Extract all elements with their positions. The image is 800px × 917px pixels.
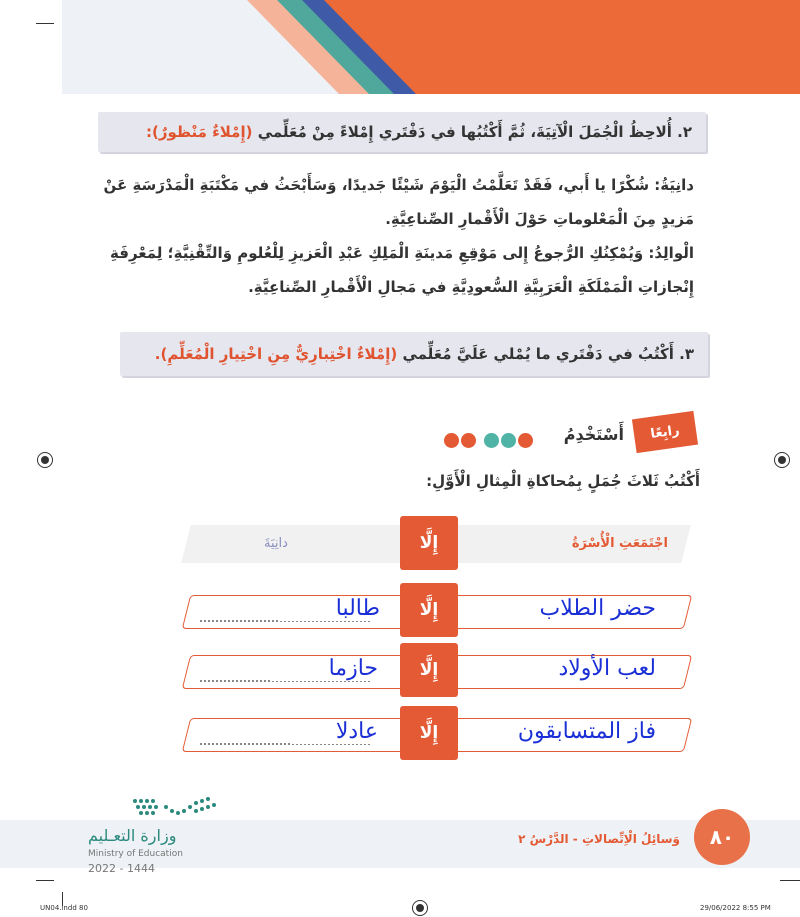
registration-mark-icon <box>37 452 53 468</box>
dot-icon <box>484 433 499 448</box>
section-3-instruction: ٣. أَكْتُبُ في دَفْتَري ما يُمْلي عَلَيَّ مُعَلِّمي <box>402 345 694 363</box>
example-right-text: دانِيَةَ <box>264 536 288 551</box>
section-3-instruction-bar <box>120 332 708 376</box>
registration-mark-icon <box>774 452 790 468</box>
ministry-name-english: Ministry of Education <box>88 849 183 859</box>
section-2-highlight: (إِمْلاءٌ مَنْظورٌ): <box>145 123 253 141</box>
illa-box: إِلَّا <box>400 583 458 637</box>
handwritten-answer: طالبا <box>280 596 380 621</box>
handwritten-answer: فاز المتسابقون <box>517 719 656 744</box>
section-title: أَسْتَخْدِمُ <box>563 425 624 444</box>
example-left-text: اجْتَمَعَتِ الْأُسْرَةُ <box>571 536 668 551</box>
edition-year: 2022 - 1444 <box>88 862 155 875</box>
section-4-instruction: أَكْتُبُ ثَلاثَ جُمَلٍ بِمُحاكاةِ الْمِثالِ الْأَوَّلِ: <box>426 472 700 490</box>
registration-mark-icon <box>412 900 428 916</box>
paragraph-line: دانِيَةُ: شُكْرًا يا أَبي، فَقَدْ تَعَلَّمْتُ الْيَوْمَ شَيْئًا جَديدًا، وَسَأَبْحَثُ في مَكْتَبَةِ الْمَدْرَسَةِ عَنْ <box>103 176 694 194</box>
handwritten-answer: حازما <box>270 656 378 681</box>
handwritten-answer: عادلا <box>290 719 378 744</box>
crop-mark <box>36 880 54 881</box>
dot-icon <box>461 433 476 448</box>
file-slug: UN04.indd 80 <box>40 904 88 912</box>
section-2-instruction-bar <box>98 112 706 152</box>
illa-box: إِلَّا <box>400 706 458 760</box>
page-header-decoration <box>62 0 800 94</box>
lesson-title: وَسائِلُ الْاِتِّصالاتِ - الدَّرْسُ ٢ <box>518 832 680 846</box>
paragraph-line: الْوالِدُ: وَيُمْكِنُكِ الرُّجوعُ إِلى مَوْقِعِ مَدينَةِ الْمَلِكِ عَبْدِ الْعَزيزِ لِلْعُلومِ وَالتِّقْنِيَّةِ؛ لِمَعْرِفَةِ <box>110 244 694 262</box>
illa-box: إِلَّا <box>400 516 458 570</box>
paragraph-line: مَزيدٍ مِنَ الْمَعْلوماتِ حَوْلَ الْأَقْمارِ الصِّناعِيَّةِ. <box>385 210 694 228</box>
page-number: ٨٠ <box>694 809 750 865</box>
ministry-name-arabic: وزارة التعـليم <box>88 826 177 845</box>
dot-icon <box>518 433 533 448</box>
crop-mark <box>36 23 54 24</box>
illa-box: إِلَّا <box>400 643 458 697</box>
ministry-logo-icon <box>130 793 220 823</box>
handwritten-answer: حضر الطلاب <box>539 596 656 621</box>
section-2-instruction: ٢. أُلاحِظُ الْجُمَلَ الْآتِيَةَ، ثُمَّ أَكْتُبُها في دَفْتَري إِمْلاءً مِنْ مُعَلِّمي <box>257 123 692 141</box>
section-badge: رابِعًا <box>632 411 698 453</box>
paragraph-line: إِنْجازاتِ الْمَمْلَكَةِ الْعَرَبِيَّةِ السُّعودِيَّةِ في مَجالِ الْأَقْمارِ الصِّناعِيَّةِ. <box>248 278 694 296</box>
section-3-highlight: (إِمْلاءٌ اخْتِبارِيٌّ مِنِ اخْتِيارِ الْمُعَلِّمِ). <box>154 345 398 363</box>
dot-icon <box>501 433 516 448</box>
handwritten-answer: لعب الأولاد <box>558 656 656 681</box>
dot-icon <box>444 433 459 448</box>
print-timestamp: 29/06/2022 8:55 PM <box>700 904 771 912</box>
crop-mark <box>780 880 800 881</box>
